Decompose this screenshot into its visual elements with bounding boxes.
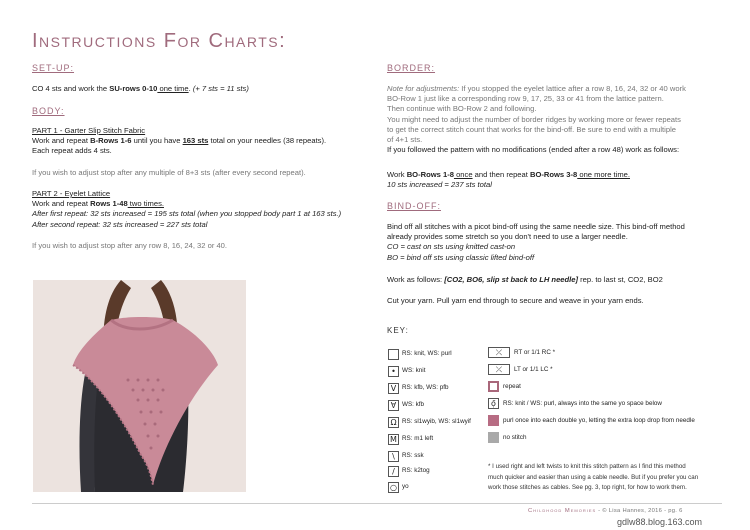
part2-l1b: Rows 1-48 [90,199,128,209]
setup-text-a: CO 4 sts and work the [32,84,110,93]
knit-symbol-icon [388,349,399,360]
repeat-box-icon [488,381,499,392]
k2tog-symbol-icon: / [388,466,399,477]
bindoff-l1: Bind off all stitches with a picot bind-off using the same needle size. This bind-off method [387,222,685,231]
right-twist-icon: ⤫ [488,347,510,358]
part1-l1b: B-Rows 1-6 [90,136,132,146]
bindoff-l2: already provides some stretch so you don't need to use a larger needle. [387,232,628,242]
bindoff-l6: Cut your yarn. Pull yarn end through to secure and weave in your yarn ends. [387,296,644,305]
shawl-photo [33,280,246,492]
bindoff-l5c: rep. to last st, CO2, BO2 [578,275,663,284]
border-l1a: Note for adjustments: [387,84,460,93]
key-label-repeat: repeat [503,383,521,390]
setup-text [32,84,249,94]
footnote-line2: much quicker and easier than using a cable needle. But if you prefer you can [488,473,699,481]
dot-symbol-icon: • [388,366,399,377]
part1-l1e: total on your needles (38 repeats). [208,136,327,146]
border-l2: BO-Row 1 just like a corresponding row 9, 17, 25, 33 or 41 from the lattice pattern. [387,94,664,104]
footer-text: - © Lisa Hannes, 2016 - pg. 6 [596,508,683,514]
setup-text-c: one time [157,84,189,93]
border-l8a: Work [387,170,407,179]
bindoff-l4: BO = bind off sts using classic lifted bind-off [387,252,535,262]
part2-line3: After second repeat: 32 sts increased = 227 sts total [32,219,208,229]
no-stitch-icon [488,432,499,443]
border-l8 [387,170,630,180]
key-label-no-stitch: no stitch [503,434,527,441]
part1-title: PART 1 - Garter Slip Stitch Fabric [32,126,146,135]
border-l8c: once [453,170,473,179]
yo-space-icon: ọ̄ [488,398,499,409]
key-label-ws-kfb: WS: kfb [402,401,425,408]
border-l8e: BO-Rows 3-8 [529,170,578,179]
bindoff-text [387,222,732,263]
footnote-line3: work those stitches as cables. See pg. 3, top right, for how to work them. [488,484,687,491]
shawl-photo-illustration [33,280,246,492]
setup-text-d: . [188,84,193,93]
border-text [387,84,732,155]
part2-l1c: two times. [127,199,164,209]
part2-line1 [32,199,341,209]
border-l4: You might need to adjust the number of border ridges by working more or fewer repeats [387,114,681,124]
body-note1: If you wish to adjust stop after any multiple of 8+3 sts (after every second repeat). [32,168,306,177]
key-label-slip: RS: sl1wyib, WS: sl1wyif [402,418,471,425]
key-label-yo-space: RS: knit / WS: purl, always into the same yo space below [503,400,662,407]
part2-line2: After first repeat: 32 sts increased = 195 sts total (when you stopped body part 1 at 163 sts.) [32,209,342,219]
bindoff-l5b: [CO2, BO6, slip st back to LH needle] [444,275,579,284]
key-label-k2tog: RS: k2tog [402,467,430,474]
border-l8d: and then repeat [472,170,530,179]
border-l6: of 4+1 sts. [387,135,423,145]
footer-brand: Childhood Memories [528,508,597,514]
ssk-symbol-icon: \ [388,451,399,462]
border-l8b: BO-Rows 1-8 [406,170,454,179]
border-l1b: If you stopped the eyelet lattice after a row 8, 16, 24, 32 or 40 work [459,84,686,93]
key-label-lt: LT or 1/1 LC * [514,366,553,373]
border-l5: to get the correct stitch count that works for the bind-off. Be sure to end with a multiple [387,124,676,134]
border-l7: If you followed the pattern with no modifications (ended after a row 48) work as follows: [387,145,680,155]
footer-divider [32,503,722,504]
ws-kfb-symbol-icon: ∀ [388,400,399,411]
border-l9: 10 sts increased = 237 sts total [387,180,492,190]
page-title: Instructions For Charts: [32,30,287,52]
bindoff-heading: BIND-OFF: [387,201,441,211]
part1-line1 [32,136,326,146]
key-label-knit: RS: knit, WS: purl [402,350,452,357]
part1-l1d: 163 sts [182,136,209,146]
yo-symbol-icon: ○ [388,482,399,493]
watermark: gdlw88.blog.163.com [614,517,705,527]
body-part2 [32,189,341,230]
part2-title: PART 2 - Eyelet Lattice [32,189,111,198]
border-work [387,170,630,190]
purl-double-yo-icon [488,415,499,426]
part2-l1a: Work and repeat [32,199,91,209]
key-heading: KEY: [387,326,409,335]
footnote-line1: * I used right and left twists to knit this stitch pattern as I find this method [488,463,686,470]
part1-l1c: until you have [131,136,183,146]
key-footnote [488,462,698,494]
setup-heading: SET-UP: [32,63,75,73]
body-part1 [32,126,326,157]
border-heading: BORDER: [387,63,436,73]
part1-l1a: Work and repeat [32,136,91,146]
bindoff-l3: CO = cast on sts using knitted cast-on [387,242,516,252]
key-label-ws-knit: WS: knit [402,367,426,374]
bindoff-l5a: Work as follows: [387,275,445,284]
left-twist-icon: ⤫ [488,364,510,375]
part1-line2: Each repeat adds 4 sts. [32,146,112,156]
m1-left-symbol-icon: M [388,434,399,445]
page-footer [528,508,683,514]
border-l1 [387,84,732,94]
kfb-symbol-icon: V [388,383,399,394]
key-label-ssk: RS: ssk [402,452,424,459]
key-label-kfb: RS: kfb, WS: pfb [402,384,449,391]
border-l8f: one more time. [577,170,630,179]
border-l3: Then continue with BO-Row 2 and following. [387,104,537,114]
body-heading: BODY: [32,106,65,116]
key-label-rt: RT or 1/1 RC * [514,349,556,356]
setup-text-e: (+ 7 sts = 11 sts) [192,84,249,93]
bindoff-work [387,275,663,285]
key-label-purl-double-yo: purl once into each double yo, letting the extra loop drop from needle [503,417,695,424]
body-note2: If you wish to adjust stop after any row 8, 16, 24, 32 or 40. [32,241,228,250]
setup-text-b: SU-rows 0-10 [109,84,158,93]
slip-symbol-icon: Ω [388,417,399,428]
key-label-m1: RS: m1 left [402,435,434,442]
key-label-yo: yo [402,483,409,490]
